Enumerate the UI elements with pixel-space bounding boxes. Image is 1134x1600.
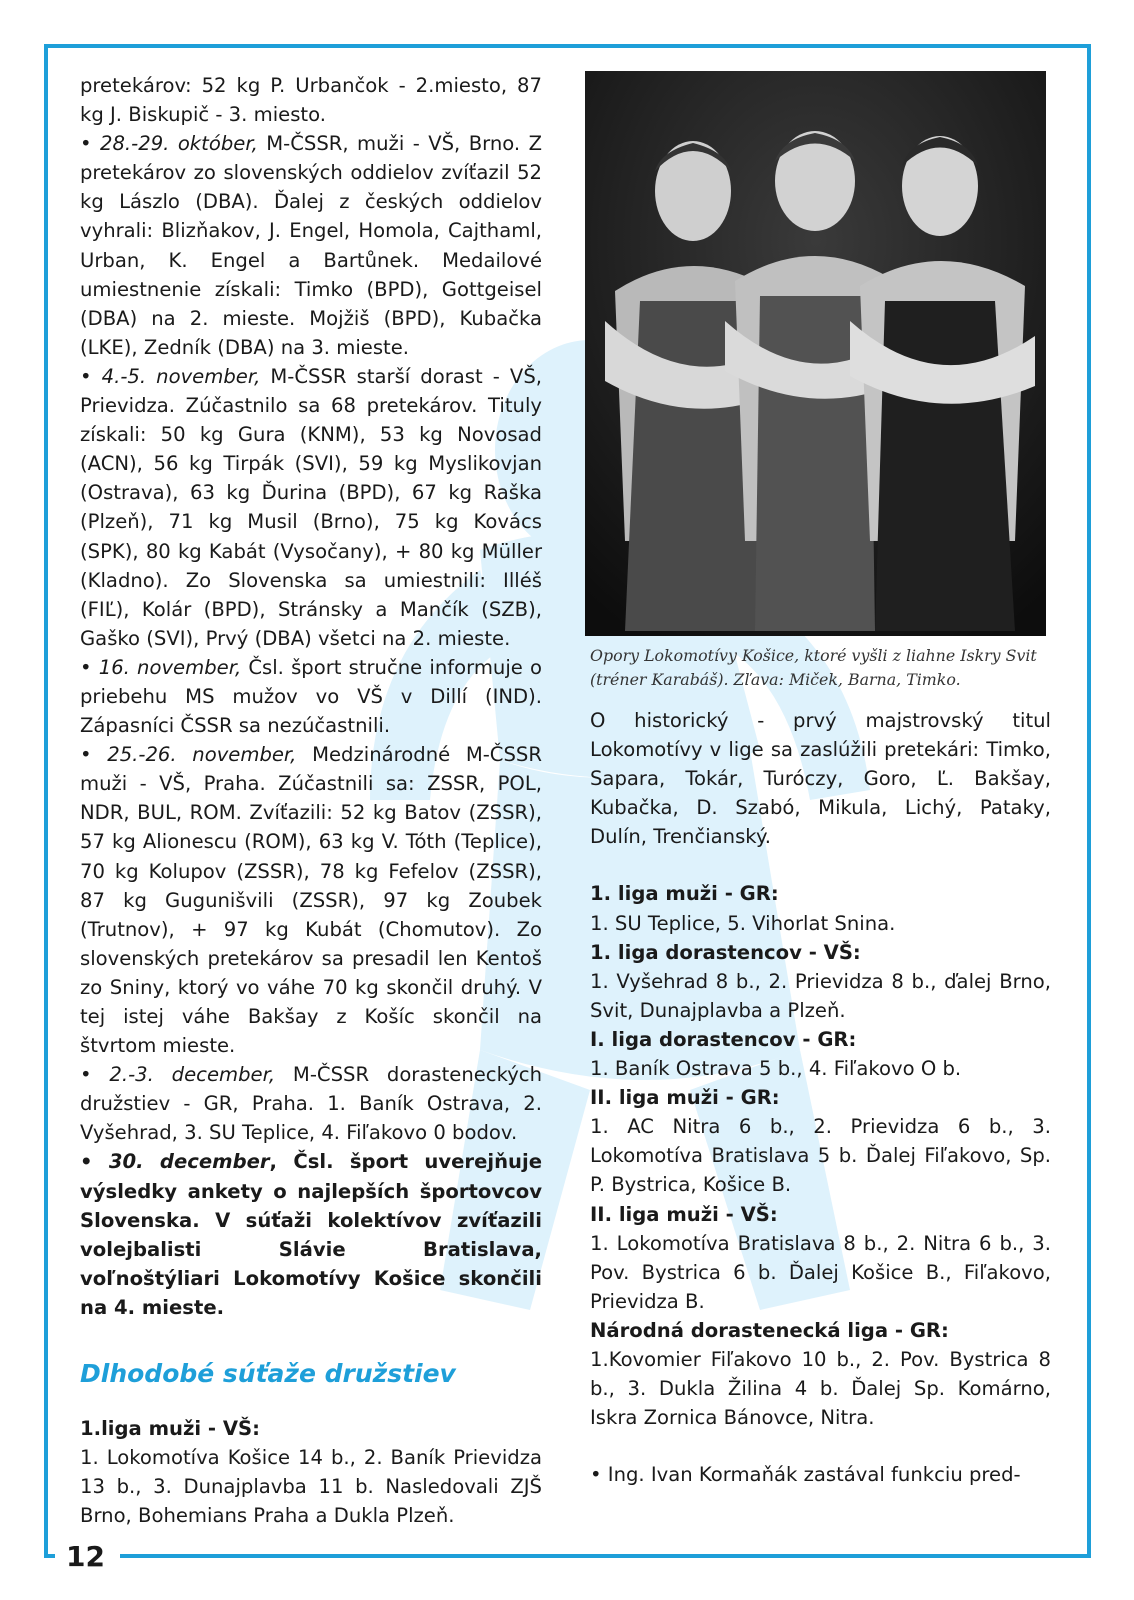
page-number: 12 [66, 1540, 105, 1573]
league-title: I. liga dorastencov - GR: [590, 1027, 857, 1051]
event-entry: • 4.-5. november, M-ČSSR starší dorast - VŠ, Prievidza. Zúčastnilo sa 68 pretekárov. Tituly získali: 50 kg Gura (KNM), 53 kg Novosad (ACN), 56 kg Tirpák (SVI), 59 kg Myslikovjan (Ostrava), 63 kg Ďurina (BPD), 67 kg Raška (Plzeň), 71 kg Musil (Brno), 75 kg Kovács (SPK), 80 kg Kabát (Vysočany), + 80 kg Müller (Kladno). Zo Slovenska sa umiestnili: Illéš (FIĽ), Kolár (BPD), Stránsky a Mančík (SZB), Gaško (SVI), Prvý (DBA) všetci na 2. mieste. [80, 364, 542, 650]
right-column [590, 71, 1051, 1489]
league-title: Národná dorastenecká liga - GR: [590, 1318, 949, 1342]
league-results: 1. Vyšehrad 8 b., 2. Prievidza 8 b., ďalej Brno, Svit, Dunajplavba a Plzeň. [590, 969, 1051, 1022]
league-title: II. liga muži - VŠ: [590, 1202, 778, 1226]
continued-paragraph: • Ing. Ivan Kormaňák zastával funkciu pred- [590, 1463, 1021, 1487]
league-results: 1.Kovomier Fiľakovo 10 b., 2. Pov. Bystrica 8 b., 3. Dukla Žilina 4 b. Ďalej Sp. Komárno, Iskra Zornica Bánovce, Nitra. [590, 1347, 1051, 1430]
league-title: 1. liga dorastencov - VŠ: [590, 940, 861, 964]
event-entry: • 2.-3. december, M-ČSSR dorasteneckých družstiev - GR, Praha. 1. Baník Ostrava, 2. Vyšehrad, 3. SU Teplice, 4. Fiľakovo 0 bodov. [80, 1063, 542, 1145]
photo-caption: Opory Lokomotívy Košice, ktoré vyšli z liahne Iskry Svit (tréner Karabáš). Zľava: Miček, Barna, Timko. [590, 646, 1037, 689]
history-paragraph: O historický - prvý majstrovský titul Lokomotívy v lige sa zaslúžili pretekári: Timko, Sapara, Tokár, Turóczy, Goro, Ľ. Bakšay, Kubačka, D. Szabó, Mikula, Lichý, Pataky, Dulín, Trenčianský. [590, 709, 1051, 849]
league-results: 1. SU Teplice, 5. Vihorlat Snina. [590, 911, 896, 935]
photo-illustration [585, 71, 1046, 636]
left-column [80, 71, 542, 1530]
league-results: 1. Lokomotíva Košice 14 b., 2. Baník Prievidza 13 b., 3. Dunajplavba 11 b. Nasledovali ZJŠ Brno, Bohemians Praha a Dukla Plzeň. [80, 1446, 542, 1528]
event-entry: • 25.-26. november, Medzinárodné M-ČSSR muži - VŠ, Praha. Zúčastnili sa: ZSSR, POL, NDR, BUL, ROM. Zvíťazili: 52 kg Batov (ZSSR), 57 kg Alionescu (ROM), 63 kg V. Tóth (Teplice), 70 kg Kolupov (ZSSR), 78 kg Fefelov (ZSSR), 87 kg Gugunišvili (ZSSR), 97 kg Zoubek (Trutnov), + 97 kg Kubát (Chomutov). Zo slovenských pretekárov sa presadil len Kentoš zo Sniny, ktorý vo váhe 70 kg skončil druhý. V tej istej váhe Bakšay z Košíc skončil na štvrtom mieste. [80, 743, 542, 1058]
league-results: 1. Baník Ostrava 5 b., 4. Fiľakovo O b. [590, 1057, 962, 1081]
league-results: 1. Lokomotíva Bratislava 8 b., 2. Nitra 6 b., 3. Pov. Bystrica 6 b. Ďalej Košice B., Fiľakovo, Prievidza B. [590, 1231, 1051, 1313]
event-entry: • 28.-29. október, M-ČSSR, muži - VŠ, Brno. Z pretekárov zo slovenských oddielov zvíťazil 52 kg Lászlo (DBA). Ďalej z českých oddielov vyhrali: Blizňakov, J. Engel, Homola, Cajthaml, Urban, K. Engel a Bartůnek. Medailové umiestnenie získali: Timko (BPD), Gottgeisel (DBA) na 2. mieste. Mojžiš (BPD), Kubačka (LKE), Zedník (DBA) na 3. mieste. [80, 132, 543, 359]
section-title: Dlhodobé súťaže družstiev [80, 1359, 456, 1389]
league-title: 1.liga muži - VŠ: [80, 1417, 260, 1441]
league-title: II. liga muži - GR: [590, 1086, 780, 1110]
intro-paragraph: pretekárov: 52 kg P. Urbančok - 2.miesto, 87 kg J. Biskupič - 3. miesto. [80, 74, 542, 127]
event-entry: • 16. november, Čsl. šport stručne informuje o priebehu MS mužov vo VŠ v Dillí (IND). Zápasníci ČSSR sa nezúčastnili. [80, 655, 542, 738]
event-entry-highlight: • 30. december, Čsl. šport uverejňuje výsledky ankety o najlepších športovcov Slovenska. V súťaži kolektívov zvíťazili volejbalisti Slávie Bratislava, voľnoštýliari Lokomotívy Košice skončili na 4. mieste. [80, 1150, 542, 1319]
wrestlers-photo [585, 71, 1046, 636]
league-title: 1. liga muži - GR: [590, 882, 779, 906]
league-results: 1. AC Nitra 6 b., 2. Prievidza 6 b., 3. Lokomotíva Bratislava 5 b. Ďalej Fiľakovo, Sp. P. Bystrica, Košice B. [590, 1115, 1051, 1197]
